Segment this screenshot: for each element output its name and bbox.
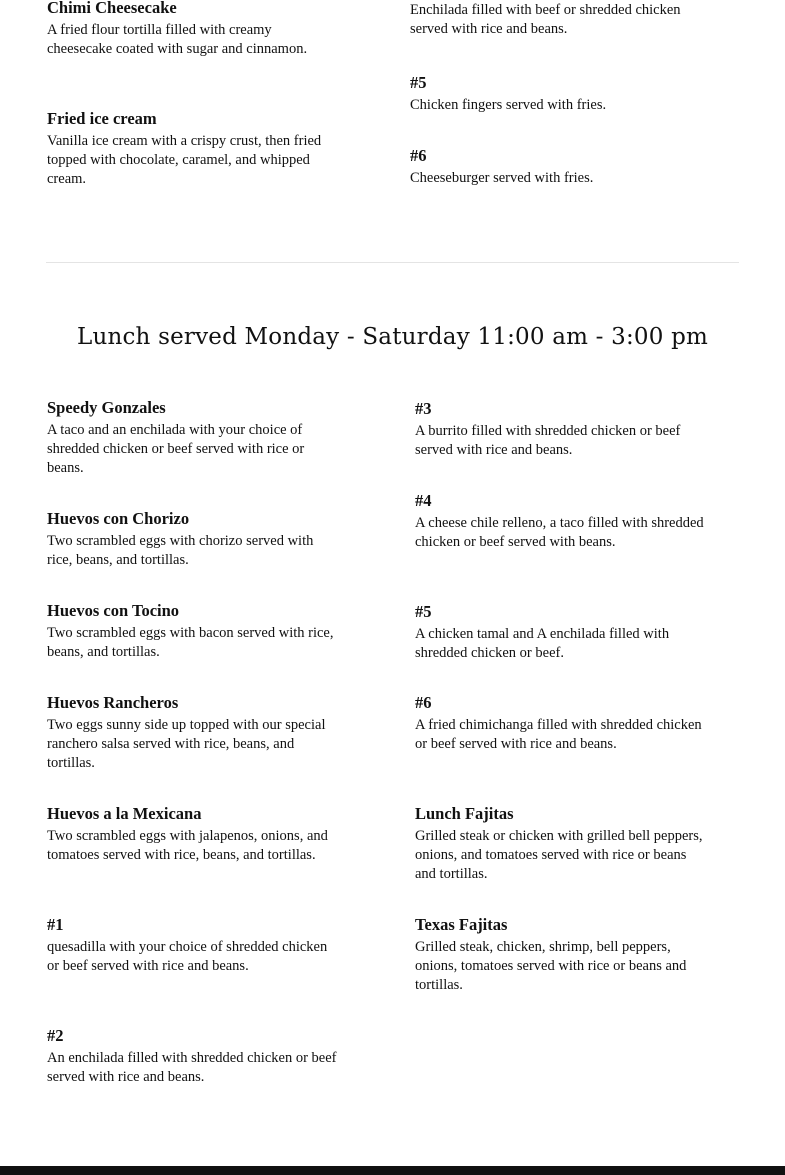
menu-item-description: Vanilla ice cream with a crispy crust, then fried topped with chocolate, caramel, and whipped cream. <box>47 133 322 187</box>
menu-item-title: #1 <box>47 915 64 934</box>
menu-item-fried-ice-cream <box>47 109 337 189</box>
menu-item-description: Grilled steak, chicken, shrimp, bell peppers, onions, tomatoes served with rice or beans and tortillas. <box>415 939 687 993</box>
section-divider <box>46 262 739 263</box>
menu-item-title: Huevos a la Mexicana <box>47 804 202 823</box>
menu-item-lunch-1 <box>47 915 337 976</box>
menu-item-lunch-6 <box>415 693 705 754</box>
lunch-heading: Lunch served Monday - Saturday 11:00 am - 3:00 pm <box>76 324 709 350</box>
menu-item-description: A fried chimichanga filled with shredded chicken or beef served with rice and beans. <box>415 717 702 752</box>
menu-item-title: Huevos Rancheros <box>47 693 179 712</box>
menu-item-lunch-fajitas <box>415 804 705 884</box>
menu-item-kids-6 <box>410 146 700 188</box>
menu-item-description: Two eggs sunny side up topped with our special ranchero salsa served with rice, beans, and tortillas. <box>47 717 326 771</box>
menu-item-description: A chicken tamal and A enchilada filled with shredded chicken or beef. <box>415 626 670 661</box>
menu-item-description: Two scrambled eggs with bacon served with rice, beans, and tortillas. <box>47 625 334 660</box>
menu-item-texas-fajitas <box>415 915 705 995</box>
menu-item-description: Chicken fingers served with fries. <box>410 97 607 113</box>
menu-item-huevos-rancheros <box>47 693 337 773</box>
menu-item-description: Two scrambled eggs with chorizo served with rice, beans, and tortillas. <box>47 533 314 568</box>
menu-item-huevos-con-tocino <box>47 601 337 662</box>
menu-item-lunch-3 <box>415 399 705 460</box>
menu-item-title: #5 <box>415 602 432 621</box>
menu-item-title: #6 <box>410 146 427 165</box>
menu-item-lunch-2 <box>47 1026 337 1087</box>
menu-item-description: Cheeseburger served with fries. <box>410 170 594 186</box>
menu-item-description: A fried flour tortilla filled with creamy cheesecake coated with sugar and cinnamon. <box>47 22 308 57</box>
menu-item-title: Huevos con Chorizo <box>47 509 190 528</box>
menu-item-title: Chimi Cheesecake <box>47 0 177 17</box>
menu-item-description: Two scrambled eggs with jalapenos, onions, and tomatoes served with rice, beans, and tortillas. <box>47 828 328 863</box>
menu-item-kids-5 <box>410 73 700 115</box>
menu-item-description: quesadilla with your choice of shredded chicken or beef served with rice and beans. <box>47 939 328 974</box>
menu-item-title: #5 <box>410 73 427 92</box>
menu-item-description: A cheese chile relleno, a taco filled with shredded chicken or beef served with beans. <box>415 515 704 550</box>
menu-item-chimi-cheesecake <box>47 0 337 59</box>
menu-item-title: #6 <box>415 693 432 712</box>
menu-item-title: Lunch Fajitas <box>415 804 514 823</box>
menu-item-title: Speedy Gonzales <box>47 398 166 417</box>
menu-item-description: An enchilada filled with shredded chicken or beef served with rice and beans. <box>47 1050 337 1085</box>
menu-item-lunch-4 <box>415 491 705 552</box>
menu-item-title: Huevos con Tocino <box>47 601 180 620</box>
menu-item-huevos-con-chorizo <box>47 509 337 570</box>
menu-item-speedy-gonzales <box>47 398 337 478</box>
menu-item-huevos-a-la-mexicana <box>47 804 337 865</box>
menu-item-title: #4 <box>415 491 432 510</box>
menu-item-lunch-5 <box>415 602 705 663</box>
menu-item-title: #2 <box>47 1026 64 1045</box>
menu-item-description: A taco and an enchilada with your choice of shredded chicken or beef served with rice or beans. <box>47 422 305 476</box>
menu-item-description: Enchilada filled with beef or shredded chicken served with rice and beans. <box>410 2 681 37</box>
menu-item-title: Fried ice cream <box>47 109 157 128</box>
menu-item-description: Grilled steak or chicken with grilled bell peppers, onions, and tomatoes served with rice or beans and tortillas. <box>415 828 703 882</box>
menu-item-description: A burrito filled with shredded chicken or beef served with rice and beans. <box>415 423 681 458</box>
menu-item-title: #3 <box>415 399 432 418</box>
menu-item-title: Texas Fajitas <box>415 915 508 934</box>
menu-item-kids-enchilada <box>410 1 700 39</box>
footer-bar <box>0 1166 785 1175</box>
